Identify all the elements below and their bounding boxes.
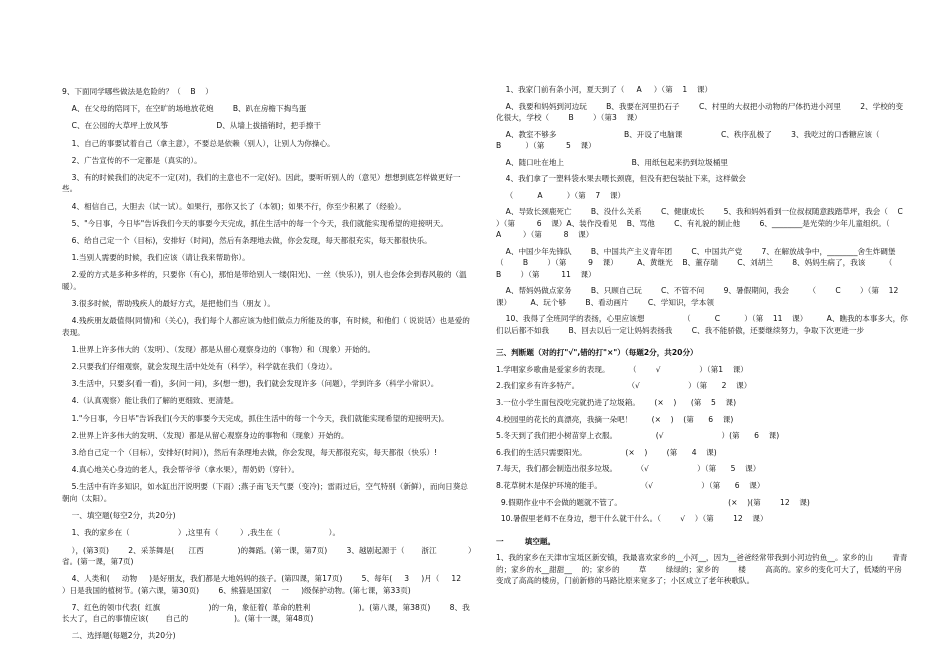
text-line: 4.（认真观察）能让我们了解的更细致、更清楚。	[62, 396, 239, 406]
text-line: 2.我们家乡有许多特产。 （√ ）（第 2 课）	[496, 381, 752, 391]
left-column	[62, 86, 472, 648]
text-line: 9.假期作业中不会做的题就不管了。 (× )(第 12 课)	[496, 497, 810, 507]
text-line: A、随口吐在地上 B、用纸包起来扔到垃圾桶里	[496, 157, 728, 167]
text-line: 7.每天，我们都会制造出很多垃圾。 （√ ）（第 5 课）	[496, 464, 761, 474]
text-line: 5.生活中有许多知识，如水缸出汗说明要（下雨）;燕子南飞天气要（变冷)；雷雨过后，空气特别（新鲜），而向日葵总朝向（太阳）。	[62, 482, 468, 503]
text-line: 1、自己的事要试着自己（拿主意），不要总是依赖（别人），让别人为你操心。	[62, 138, 335, 148]
text-line: 1、我的家乡在（ ）,这里有（ ）,我生在（ ）。	[62, 528, 341, 538]
text-line: 6、给自己定一个（目标)，安排好（时间)，然后有条理地去做，你会发现，每天都很充实，每天都很快乐。	[62, 236, 432, 246]
text-line: 10、我得了全班同学的表扬，心里应该想 （ C ）（第 11 课） A、瞧我的本事多大，你们以后都不如我 B、回去以后一定让妈妈表扬我 C、我不能骄傲，还要继续努力，争取下次更进一步	[496, 314, 908, 335]
text-line: 1、我的家乡在天津市宝坻区新安镇，我最喜欢家乡的__小河__，因为__爸爸经常带我到小河边钓鱼__。家乡的山 青青 的；家乡的水__甜甜__ 的；家乡的 草 绿绿的；家乡的 楼 高高的。家乡的变化可大了，低矮的平房变成了高高的楼房，门前新修的马路比原来宽多了；小区成立了老年秧歌队。	[496, 553, 927, 586]
text-line: 1、我家门前有条小河，夏天到了（ A ）（第 1 课）	[496, 85, 713, 94]
text-line: A、教室不够多 B、开设了电脑课 C、秩序乱极了 3、我吃过的口香糖应该（ B ）（第 5 课）	[496, 129, 904, 150]
text-line: 5、"今日事，今日毕"告诉我们今天的事要今天完成，抓住生活中的每一个今天，我们就能实现希望的迎接明天。	[62, 218, 448, 228]
text-line: 1.世界上许多伟大的（发明）、（发现）都是从留心观察身边的（事物）和（现象）开始的。	[62, 344, 376, 354]
text-line: 一、填空题(每空2分，共20分)	[62, 511, 176, 521]
text-line: （ A ）（第 7 课）	[496, 190, 626, 200]
text-line: 6.我们的生活只需要阳光。 (× ) (第 4 课)	[496, 447, 717, 457]
text-line: 4、人类和( 动物 )是好朋友，我们都是大地妈妈的孩子。(第四课，第17页) 5、每年( 3 )月（ 12 ）日是我国的植树节。(第六课，第30页) 6、熊猫是国家( 一 )级保护动物。(第七课，第33页)	[62, 574, 474, 595]
text-line: 1.当别人需要的时候，我们应该（请让我来帮助你）。	[62, 253, 250, 263]
text-line: 9、下面同学哪些做法是危险的？（ B ）	[62, 87, 213, 96]
text-line: 2.只要我们仔细观察，就会发现生活中处处有（科学），科学就在我们（身边）。	[62, 362, 338, 372]
text-line: 3.很多时候，帮助残疾人的最好方式，是把他们当（朋友 ）。	[62, 299, 275, 309]
text-line: 4、相信自己，大胆去（试一试）。如果行，那你又长了（本领)；如果不行，你至少积累了（经验）。	[62, 201, 406, 211]
text-line: 3、有的时候我们的决定不一定(对)，我们的主意也不一定(好)。因此，要听听别人的（意见）想想到底怎样做更好一些。	[62, 173, 461, 194]
text-line: 3.生活中，只要多(看一看)，多(问一问)，多(想一想)，我们就会发现许多（问题），学到许多（科学小常识）。	[62, 379, 439, 389]
text-line: 10.暑假里老师不在身边，想干什么就干什么。（ √ ）（第 12 课）	[496, 514, 768, 524]
text-line: 1."今日事，今日毕"告诉我们(今天的事要今天完成，抓住生活中的每一个今天，我们就能实现希望的迎接明天)。	[62, 413, 449, 423]
text-line: 三、判断题（对的打"√",错的打"×"）（每题2分，共20分）	[496, 348, 698, 358]
text-line: ），(第3页) 2、采茶舞是( 江西 )的舞蹈。(第一课，第7页) 3、越剧起源于（ 浙江 ）省。(第一课，第7页)	[62, 545, 472, 566]
text-line: 3.给自己定一个（目标），安排好(时间）)，然后有条理地去做，你会发现，每天都很充实，每天都很（快乐）!	[62, 448, 438, 458]
text-line: C、在公园的大草坪上放风筝 D、从墙上拔插销时，把手擦干	[62, 121, 321, 131]
text-line: 一 填空题。	[496, 536, 556, 546]
text-line: 3.一位小学生面包没吃完就扔进了垃圾箱。 (× ) (第 5 课)	[496, 397, 737, 407]
text-line: A、在父母的陪同下，在空旷的场地放花炮 B、趴在房檐下掏鸟蛋	[62, 104, 307, 114]
text-line: 4、我们拿了一塑料袋水果去喂长颈鹿，但没有把包装扯下来，这样做会	[496, 174, 746, 184]
text-line: 4.真心地关心身边的老人，我会帮爷爷（拿水果），帮奶奶（穿针）。	[62, 465, 300, 475]
text-line: 5.冬天到了我们把小树苗穿上衣服。 (√ ）(第 6 课)	[496, 431, 780, 441]
text-line: 7、红色的领巾代表( 红旗 )的一角，象征着( 革命的胜利 )。(第八课，第38页) 8、我长大了，自己的事情应该( 自己的 )。(第十一课，第48页)	[62, 602, 470, 624]
right-column	[496, 84, 927, 592]
text-line: 8.花草树木是保护环境的能手。 （√ ）（第 6 课）	[496, 480, 765, 490]
text-line: 4.校园里的花长的真漂亮，我摘一朵吧！ (× ) (第 6 课)	[496, 414, 734, 424]
text-line: 2.世界上许多伟大的发明、（发现）都是从留心观察身边的事物和（现象）开始的。	[62, 430, 349, 440]
text-line: 4.残疾朋友最值得(同情)和（关心)，我们每个人都应该为他们做点力所能及的事，有时候，和他们（ 说说话）也是爱的表现。	[62, 316, 470, 337]
text-line: A、导致长颈鹿死亡 B、没什么关系 C、健康成长 5、我和妈妈看到一位叔叔随意践踏草坪，我会（ C ）（第 6 课）A、装作没看见 B、骂他 C、有礼貌的制止他 6、________是光荣的少年儿童组织。（ A ）（第 8 课）	[496, 207, 913, 240]
text-line: A、我要和妈妈到河边玩 B、我要在河里扔石子 C、村里的大叔把小动物的尸体扔进小河里 2、学校的变化很大，学校（ B ）（第3 课）	[496, 101, 904, 122]
text-line: 二、选择题(每题2分，共20分)	[62, 631, 176, 641]
text-line: 2、广告宣传的不一定都是（真实的）。	[62, 155, 202, 165]
text-line: A、帮妈妈做点家务 B、只顾自己玩 C、不管不问 9、暑假期间，我会 （ C ）（第 12 课） A、玩个够 B、看动画片 C、学知识，学本领	[496, 286, 908, 307]
text-line: 1.学唱家乡歌曲是爱家乡的表现。 （ √ ）（第1 课）	[496, 364, 748, 374]
text-line: 2.爱的方式是多种多样的，只要你（有心)，那怕是带给别人一缕(阳光)、一丝（快乐）)，别人也会体会到春风般的（温暖）。	[62, 270, 467, 291]
text-line: A、中国少年先锋队 B、中国共产主义青年团 C、中国共产党 7、在解放战争中，________舍生炸碉堡 （ B ）（第 9 课） A、黄继光 B、董存瑞 C、刘胡兰 8、妈妈生病了，我该 （ B ）（第 11 课）	[496, 246, 915, 279]
